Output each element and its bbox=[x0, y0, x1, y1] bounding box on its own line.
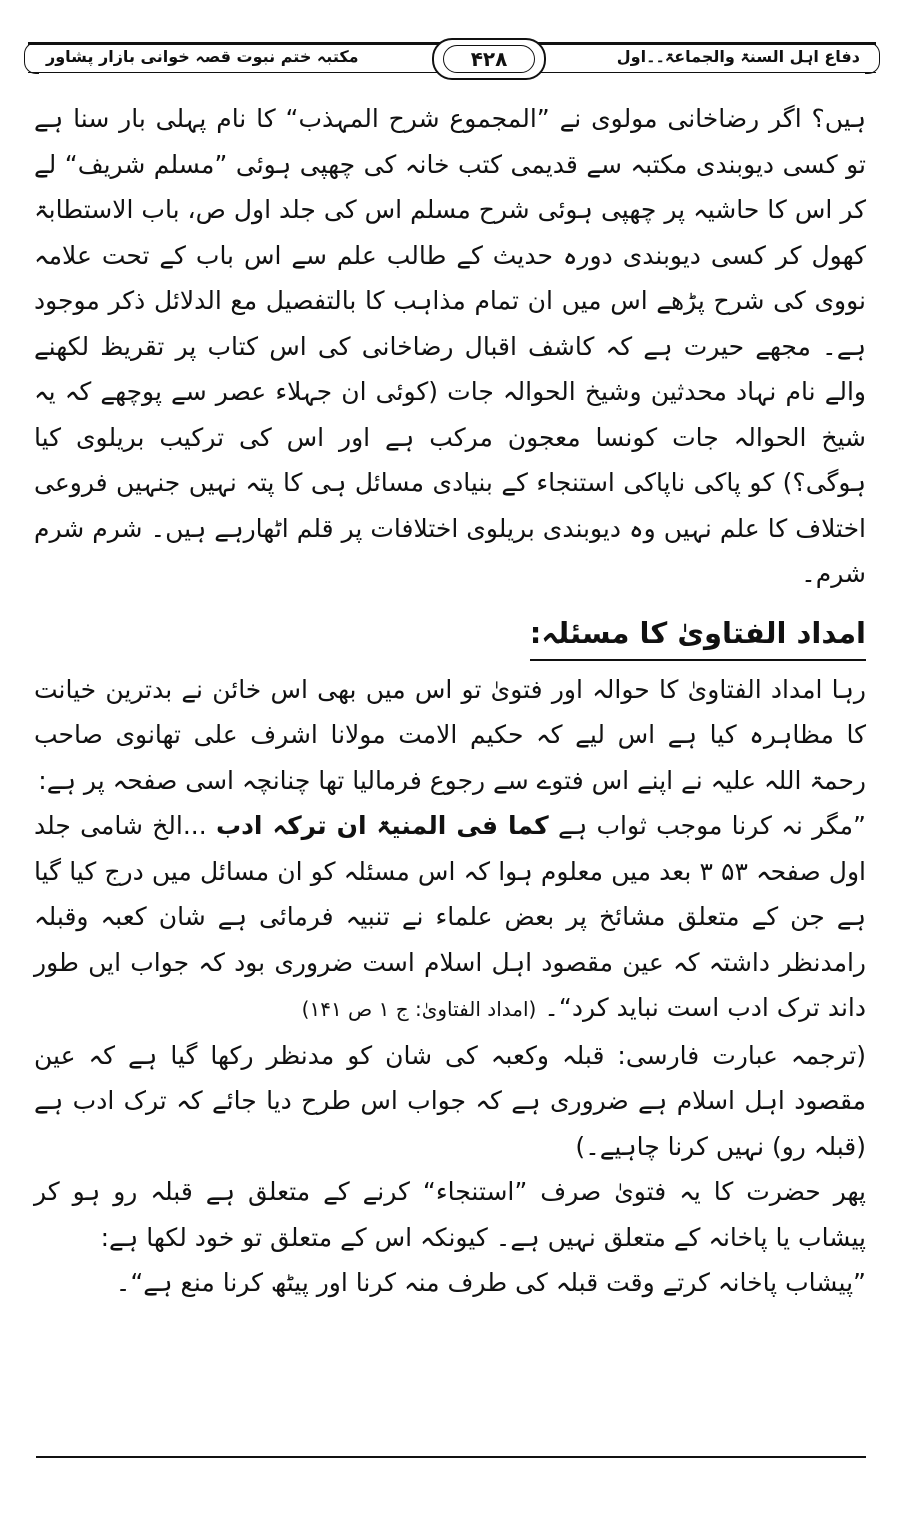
page-header bbox=[28, 38, 876, 80]
book-title: دفاع اہل السنۃ والجماعۃ۔۔اول bbox=[611, 47, 866, 66]
paragraph-1: ہیں؟ اگر رضاخانی مولوی نے ”المجموع شرح المہذب“ کا نام پہلی بار سنا ہے تو کسی دیوبندی مکتبہ سے قدیمی کتب خانہ کی چھپی ہوئی ”مسلم شریف“ لے کر اس کا حاشیہ پر چھپی ہوئی شرح مسلم اس کی جلد اول ص، باب الاستطابۃ کھول کر کسی دیوبندی دورہ حدیث کے طالب علم سے اس باب کے تحت علامہ نووی کی شرح پڑھے اس میں ان تمام مذاہب کا بالتفصیل مع الدلائل ذکر موجود ہے۔ مجھے حیرت ہے کہ کاشف اقبال رضاخانی کی اس کتاب پر تقریظ لکھنے والے نام نہاد محدثین وشیخ الحوالہ جات (کوئی ان جہلاء عصر سے پوچھے کہ یہ شیخ الحوالہ جات کونسا معجون مرکب ہے اور اس کی ترکیب بریلوی کیا ہوگی؟) کو پاکی ناپاکی استنجاء کے بنیادی مسائل ہی کا پتہ نہیں جنہیں فروعی اختلاف کا علم نہیں وہ دیوبندی بریلوی اختلافات پر قلم اٹھارہے ہیں۔ شرم شرم شرم۔ bbox=[34, 104, 866, 588]
bottom-rule bbox=[36, 1456, 866, 1458]
quote-1-rest: ...الخ شامی جلد اول صفحہ ۵۳ ۳ بعد میں معلوم ہوا کہ اس مسئلہ کو ان مسائل میں درج کیا گیا ہے جن کے متعلق مشائخ پر بعض علماء نے تنبیہ فرمائی ہے شان کعبہ وقبلہ رامدنظر داشتہ کہ عین مقصود اہل اسلام است ضروری بود کہ جواب ایں طور داند ترک ادب است نباید کرد“۔ bbox=[34, 811, 866, 1022]
quote-1 bbox=[34, 803, 866, 1033]
quote-1-reference: (امداد الفتاویٰ: ج ۱ ص ۱۴۱) bbox=[301, 997, 537, 1021]
page-number-box bbox=[432, 38, 546, 80]
page-number: ۴۲۸ bbox=[443, 45, 535, 73]
section-heading-wrap bbox=[34, 609, 866, 667]
paragraph-2: رہا امداد الفتاویٰ کا حوالہ اور فتویٰ تو اس میں بھی اس خائن نے بدترین خیانت کا مظاہرہ کیا ہے اس لیے کہ حکیم الامت مولانا اشرف علی تھانوی صاحب رحمۃ اللہ علیہ نے اپنے اس فتوے سے رجوع فرمالیا تھا چنانچہ اسی صفحہ پر ہے: bbox=[34, 674, 866, 795]
paragraph-4: پھر حضرت کا یہ فتویٰ صرف ”استنجاء“ کرنے کے متعلق ہے قبلہ رو ہو کر پیشاب یا پاخانہ کے متعلق نہیں ہے۔ کیونکہ اس کے متعلق تو خود لکھا ہے: bbox=[34, 1177, 866, 1252]
page-content bbox=[34, 96, 866, 1306]
paragraph-3: (ترجمہ عبارت فارسی: قبلہ وکعبہ کی شان کو مدنظر رکھا گیا ہے کہ عین مقصود اہل اسلام ہے ضروری ہے کہ جواب اس طرح دیا جائے کہ ترک ادب ہے (قبلہ رو) نہیں کرنا چاہیے۔) bbox=[34, 1040, 866, 1161]
publisher-name: مکتبہ ختم نبوت قصہ خوانی بازار پشاور bbox=[40, 47, 365, 66]
section-heading: امداد الفتاویٰ کا مسئلہ: bbox=[530, 609, 866, 661]
quote-2: ”پیشاب پاخانہ کرتے وقت قبلہ کی طرف منہ کرنا اور پیٹھ کرنا منع ہے“۔ bbox=[115, 1268, 866, 1297]
header-cap-left bbox=[24, 42, 39, 74]
quote-1-start: ”مگر نہ کرنا موجب ثواب ہے bbox=[557, 811, 867, 840]
header-cap-right bbox=[865, 42, 880, 74]
quote-1-arabic: کما فی المنیۃ ان ترکہ ادب bbox=[215, 811, 549, 840]
